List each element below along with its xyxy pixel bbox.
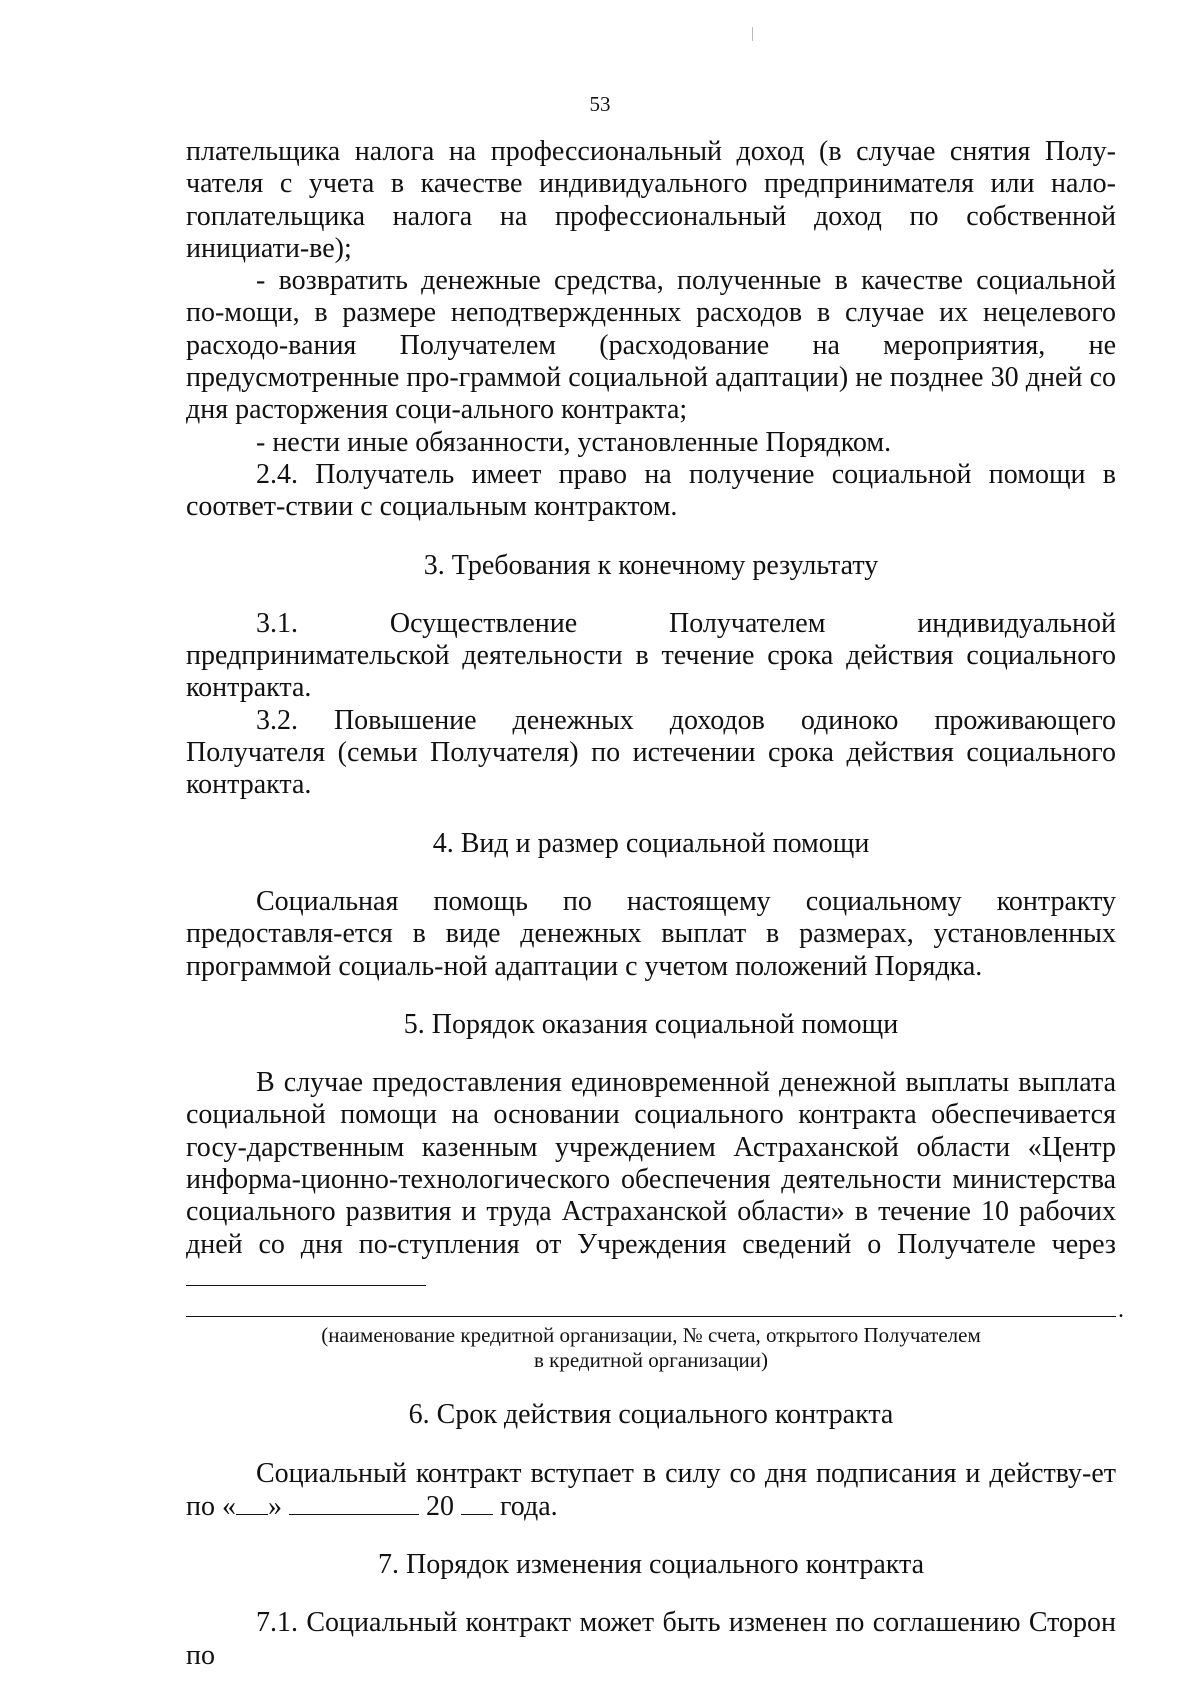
paragraph-continuation: плательщика налога на профессиональный доход (в случае снятия Полу-чателя с учета в качестве индивидуального предпринимателя или нало-гоплательщика налога на профессиональный доход по собственной инициати-ве); — [186, 136, 1116, 264]
paragraph-3-1: 3.1. Осуществление Получателем индивидуальной предпринимательской деятельности в течение срока действия социального контракта. — [186, 607, 1116, 704]
bank-details-caption-2: в кредитной организации) — [534, 1348, 768, 1373]
bank-details-line-end: . — [1118, 1297, 1124, 1324]
paragraph-7-1: 7.1. Социальный контракт может быть изменен по соглашению Сторон по — [186, 1607, 1116, 1671]
paragraph-5-text: В случае предоставления единовременной денежной выплаты выплата социальной помощи на основании социального контракта обеспечивается госу-дарственным казенным учреждением Астраханской области «Центр информа-ционно-технологического обеспечения деятельности министерства социального развития и труда Астраханской области» в течение 10 рабочих дней со дня по-ступления от Учреждения сведений о Получателе через — [186, 1067, 1116, 1260]
bank-details-line — [186, 1297, 1124, 1324]
paragraph-6-text: Социальный контракт вступает в силу со дня подписания и действу-ет по — [186, 1457, 1116, 1522]
month-blank — [289, 1490, 419, 1515]
paragraph-6 — [186, 1458, 1116, 1524]
section-7-heading: 7. Порядок изменения социального контракта — [378, 1549, 924, 1581]
scan-mark — [752, 27, 753, 41]
paragraph-2-4: 2.4. Получатель имеет право на получение социальной помощи в соответ-ствии с социальным контрактом. — [186, 458, 1116, 523]
year-prefix: 20 — [425, 1490, 454, 1522]
section-6-heading: 6. Срок действия социального контракта — [408, 1399, 894, 1431]
document-body — [186, 136, 1124, 1672]
bank-details-caption-1: (наименование кредитной организации, № счета, открытого Получателем — [321, 1323, 981, 1348]
day-close-quote: » — [267, 1490, 282, 1522]
year-blank — [461, 1490, 493, 1515]
day-blank — [236, 1490, 268, 1515]
paragraph-5 — [186, 1067, 1116, 1294]
year-suffix: года. — [499, 1490, 558, 1522]
paragraph-4: Социальная помощь по настоящему социальному контракту предоставля-ется в виде денежных выплат в размерах, установленных программой социаль-ной адаптации с учетом положений Порядка. — [186, 885, 1116, 982]
paragraph-3-2: 3.2. Повышение денежных доходов одиноко проживающего Получателя (семьи Получателя) по истечении срока действия социального контракта. — [186, 704, 1116, 801]
bank-name-blank — [186, 1261, 426, 1286]
section-4-heading: 4. Вид и размер социальной помощи — [432, 827, 870, 859]
paragraph-other-duties: - нести иные обязанности, установленные Порядком. — [256, 426, 892, 458]
paragraph-return-funds: - возвратить денежные средства, полученные в качестве социальной по-мощи, в размере неподтвержденных расходов в случае их нецелевого расходо-вания Получателем (расходование на мероприятия, не предусмотренные про-граммой социальной адаптации) не позднее 30 дней со дня расторжения соци-ального контракта; — [186, 265, 1116, 426]
section-5-heading: 5. Порядок оказания социальной помощи — [403, 1008, 899, 1040]
day-open-quote: « — [221, 1490, 236, 1522]
section-3-heading: 3. Требования к конечному результату — [423, 549, 879, 581]
page-number: 53 — [589, 92, 611, 116]
